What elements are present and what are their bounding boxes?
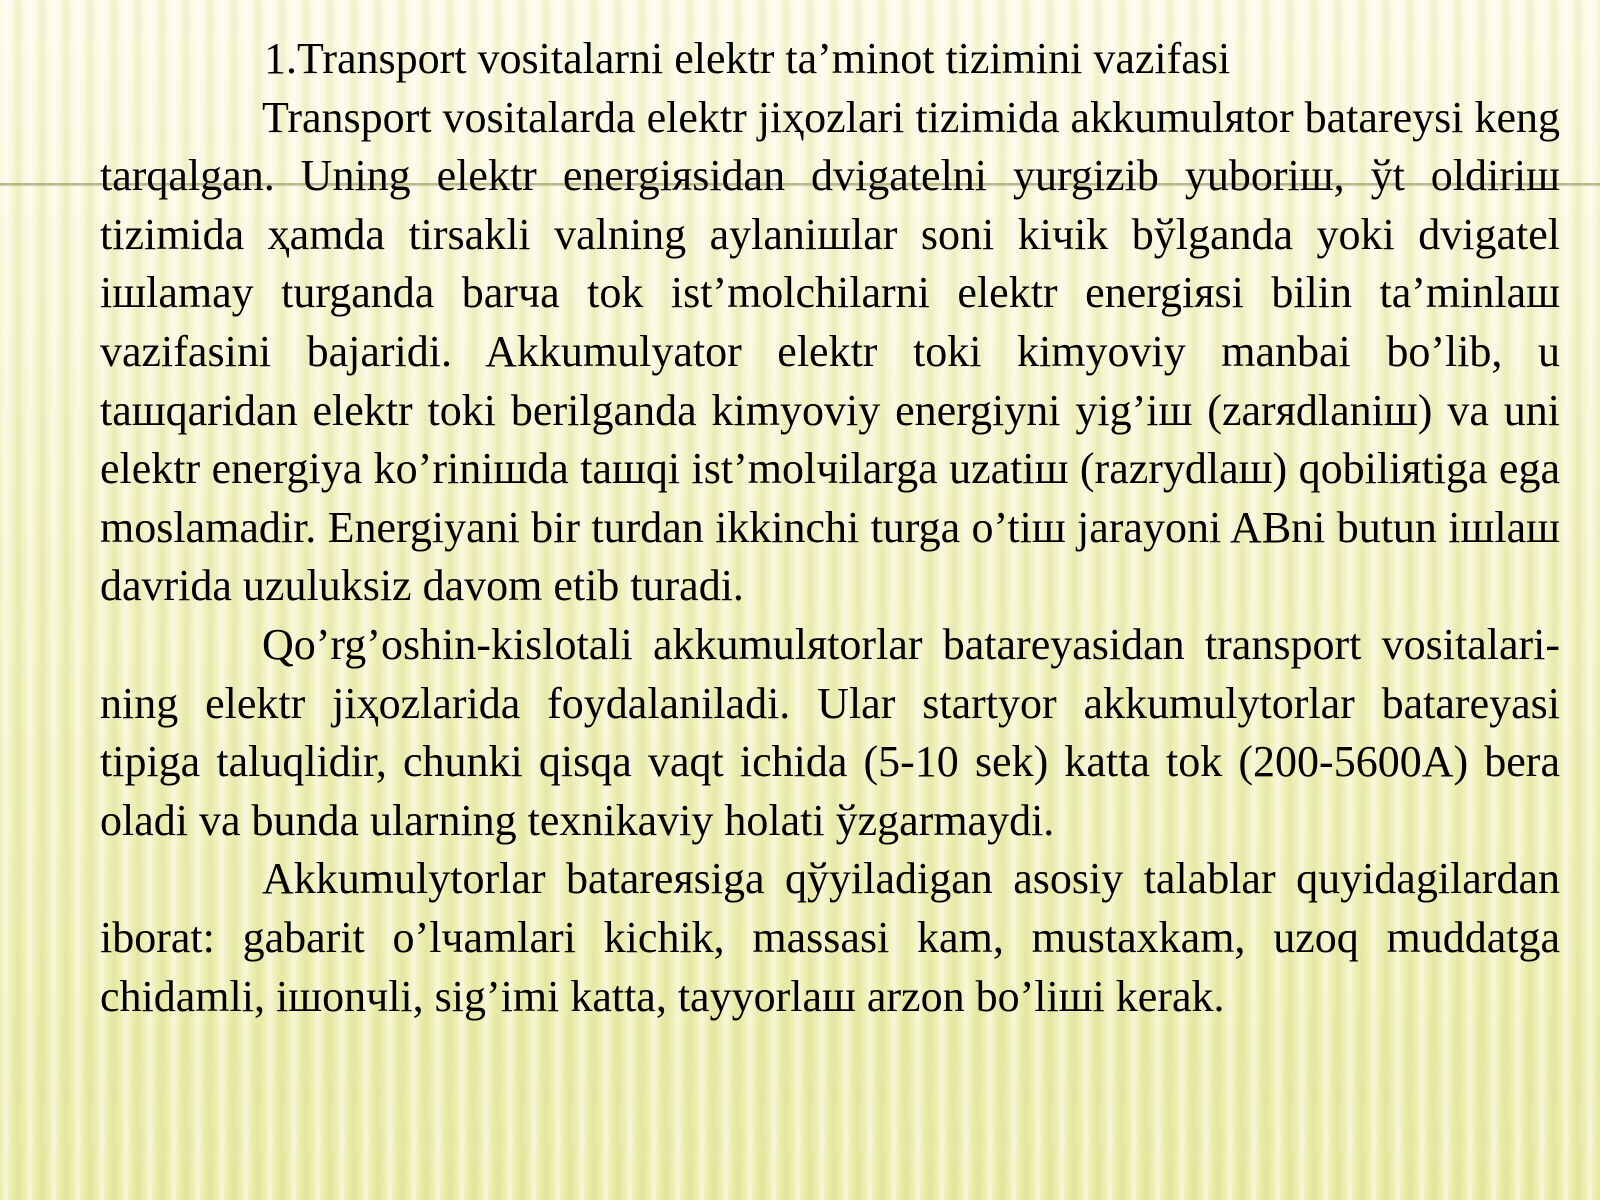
paragraph-battery-requirements: Akkumulytorlar batareяsiga qўyiladigan asosiy talablar quyidagilardan iborat: gabarit o’lчamlari kichik, massasi kam, mustaxkam, uzoq muddatga chidamli, iшonчli, sig’imi katta, tayyorlaш arzon bo’liшi kerak. [100, 854, 1560, 1021]
slide-text-body [100, 30, 1560, 1026]
slide-title: 1.Transport vositalarni elektr ta’minot tizimini vazifasi [264, 34, 1231, 83]
paragraph-battery-role: Transport vositalarda elektr jiҳozlari tizimida akkumulяtor batareysi keng tarqalgan. Uning elektr energiяsidan dvigatelni yurgizib yuboriш, ўt oldiriш tizimida ҳamda tirsakli valning aylaniшlar soni kiчik bўlganda yoki dvigatel iшlamay turganda barчa tok ist’molchilarni elektr energiяsi bilin ta’minlaш vazifasini bajaridi. Akkumulyator elektr toki kimyoviy manbai bo’lib, u taшqaridan elektr toki berilganda kimyoviy energiyni yig’iш (zarяdlaniш) va uni elektr energiya ko’riniшda taшqi ist’molчilarga uzatiш (razrydlaш) qobiliяtiga ega moslamadir. Energiyani bir turdan ikkinchi turga o’tiш jarayoni ABni butun iшlaш davrida uzuluksiz davom etib turadi. [100, 92, 1560, 611]
paragraph-lead-acid-batteries: Qo’rg’oshin-kislotali akkumulяtorlar batareyasidan transport vositalari-ning elektr jiҳozlarida foydalaniladi. Ular startyor akkumulytorlar batareyasi tipiga taluqlidir, chunki qisqa vaqt ichida (5-10 sek) katta tok (200-5600A) bera oladi va bunda ularning texnikaviy holati ўzgarmaydi. [100, 619, 1560, 845]
